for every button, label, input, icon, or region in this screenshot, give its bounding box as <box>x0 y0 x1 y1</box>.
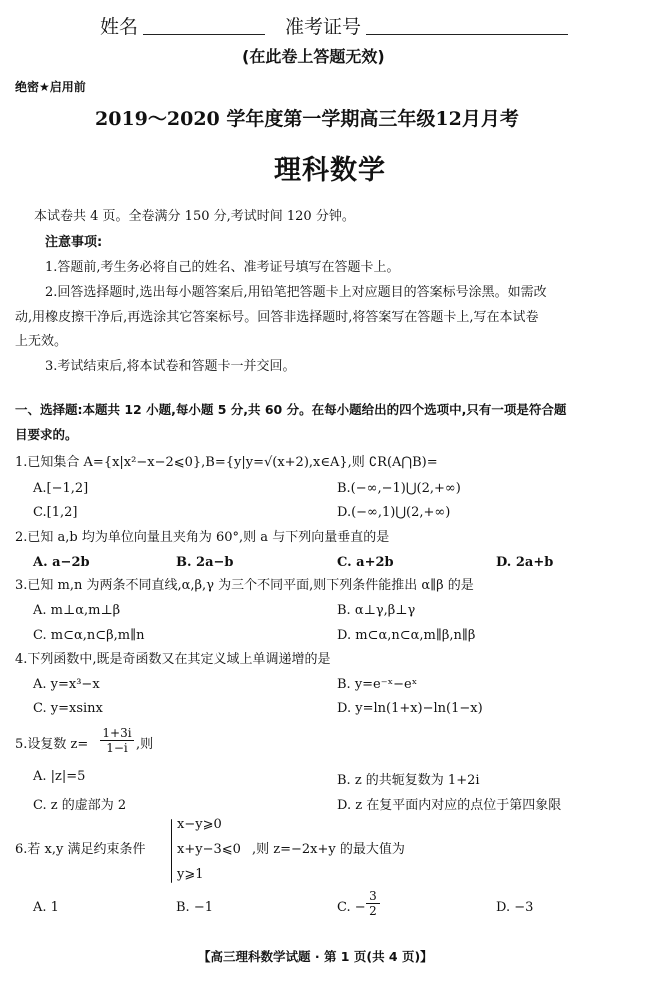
q3-stem: 3.已知 m,n 为两条不同直线,α,β,γ 为三个不同平面,则下列条件能推出 α∥β 的是 <box>15 578 474 593</box>
q3-option-b: B. α⊥γ,β⊥γ <box>337 603 416 618</box>
q6-condition-2: x+y−3⩽0 <box>177 842 241 857</box>
q6-condition-3: y⩾1 <box>177 867 204 882</box>
q6-brace <box>171 819 172 883</box>
q2-option-a: A. a−2b <box>33 555 90 570</box>
q5-option-a: A. |z|=5 <box>33 769 86 784</box>
q6-option-a: A. 1 <box>33 900 59 915</box>
q5-fraction-numerator: 1+3i <box>100 726 134 741</box>
pages-note: 本试卷共 4 页。全卷满分 150 分,考试时间 120 分钟。 <box>34 209 355 224</box>
q4-option-a: A. y=x³−x <box>33 677 100 692</box>
q3-option-a: A. m⊥α,m⊥β <box>33 603 121 618</box>
q5-option-c: C. z 的虚部为 2 <box>33 798 127 813</box>
q5-option-b: B. z 的共轭复数为 1+2i <box>337 773 480 788</box>
note-3: 3.考试结束后,将本试卷和答题卡一并交回。 <box>45 359 296 374</box>
q4-option-d: D. y=ln(1+x)−ln(1−x) <box>337 701 483 716</box>
q5-stem-prefix: 5.设复数 z= <box>15 737 89 752</box>
q6-condition-1: x−y⩾0 <box>177 817 222 832</box>
q6-option-c-fraction <box>366 889 380 918</box>
q4-stem: 4.下列函数中,既是奇函数又在其定义域上单调递增的是 <box>15 652 331 667</box>
note-2-line-2: 动,用橡皮擦干净后,再选涂其它答案标号。回答非选择题时,将答案写在答题卡上,写在本试卷 <box>15 310 539 325</box>
q4-option-c: C. y=xsinx <box>33 701 103 716</box>
q6-option-d: D. −3 <box>496 900 534 915</box>
note-2-line-3: 上无效。 <box>15 334 68 349</box>
q1-stem: 1.已知集合 A={x|x²−x−2⩽0},B={y|y=√(x+2),x∈A},则 ∁R(A⋂B)= <box>15 455 438 470</box>
id-label: 准考证号 <box>285 16 362 38</box>
q5-fraction-denominator: 1−i <box>106 741 128 755</box>
note-1: 1.答题前,考生务必将自己的姓名、准考证号填写在答题卡上。 <box>45 260 400 275</box>
note-2-line-1: 2.回答选择题时,选出每小题答案后,用铅笔把答题卡上对应题目的答案标号涂黑。如需改 <box>45 285 547 300</box>
q6-stem-suffix: ,则 z=−2x+y 的最大值为 <box>252 842 405 857</box>
section-1-line-2: 目要求的。 <box>15 427 78 442</box>
q3-option-c: C. m⊂α,n⊂β,m∥n <box>33 628 145 643</box>
id-field[interactable] <box>366 34 568 35</box>
q2-option-c: C. a+2b <box>337 555 394 570</box>
q6-option-c-prefix: C. − <box>337 900 366 915</box>
q1-option-d: D.(−∞,1)⋃(2,+∞) <box>337 505 451 520</box>
q5-fraction <box>100 726 134 755</box>
q6-option-c-numerator: 3 <box>366 889 380 904</box>
name-field[interactable] <box>143 34 265 35</box>
page-footer: 【高三理科数学试题 · 第 1 页(共 4 页)】 <box>198 949 433 964</box>
invalid-note: (在此卷上答题无效) <box>242 47 385 66</box>
notes-heading: 注意事项: <box>45 235 103 250</box>
q3-option-d: D. m⊂α,n⊂α,m∥β,n∥β <box>337 628 476 643</box>
q6-option-c-denominator: 2 <box>369 904 377 918</box>
section-1-line-1: 一、选择题:本题共 12 小题,每小题 5 分,共 60 分。在每小题给出的四个选项中,只有一项是符合题 <box>15 402 567 417</box>
q2-stem: 2.已知 a,b 均为单位向量且夹角为 60°,则 a 与下列向量垂直的是 <box>15 530 390 545</box>
q5-stem-suffix: ,则 <box>136 737 154 752</box>
secret-label: 绝密★启用前 <box>15 80 86 94</box>
q2-option-b: B. 2a−b <box>176 555 234 570</box>
q2-option-d: D. 2a+b <box>496 555 554 570</box>
q1-option-a: A.[−1,2] <box>33 481 89 496</box>
q6-stem-prefix: 6.若 x,y 满足约束条件 <box>15 842 146 857</box>
q6-option-b: B. −1 <box>176 900 213 915</box>
subject-title: 理科数学 <box>274 155 386 186</box>
name-label: 姓名 <box>100 16 139 38</box>
q5-option-d: D. z 在复平面内对应的点位于第四象限 <box>337 798 562 813</box>
q4-option-b: B. y=e⁻ˣ−eˣ <box>337 677 418 692</box>
q1-option-c: C.[1,2] <box>33 505 78 520</box>
exam-title: 2019～2020 学年度第一学期高三年级12月月考 <box>95 108 519 130</box>
q1-option-b: B.(−∞,−1)⋃(2,+∞) <box>337 481 461 496</box>
